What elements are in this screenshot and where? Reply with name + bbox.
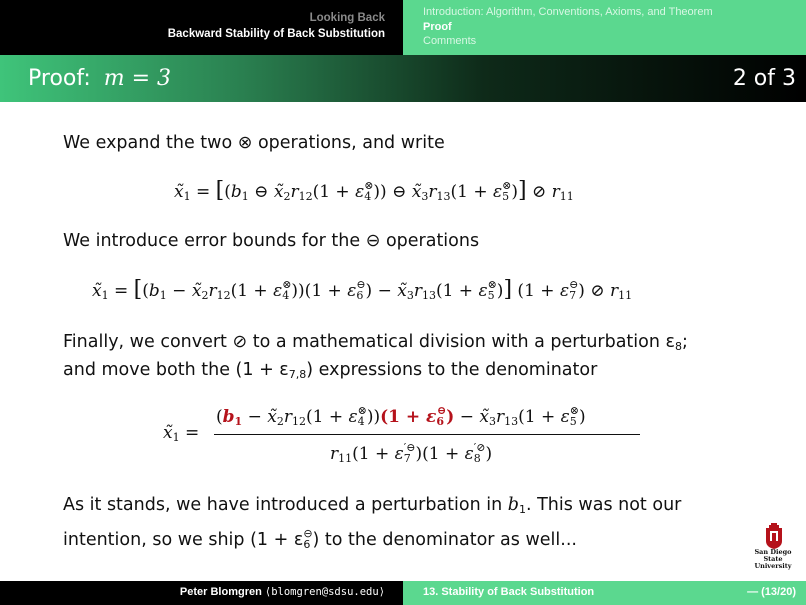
footer-author xyxy=(180,586,385,598)
p3-line1-sub: 8 xyxy=(674,340,682,353)
p3-line2-text-a: and move both the (1 + ε xyxy=(63,360,289,380)
paragraph-conclusion-line2 xyxy=(63,520,577,559)
footer-lecture-title[interactable]: 13. Stability of Back Substitution xyxy=(423,586,595,598)
nav-item-proof[interactable]: Proof xyxy=(423,21,452,33)
frame-title-label: Proof: xyxy=(28,66,91,91)
p4-line2-sub: 6 xyxy=(303,538,311,551)
equation-3-denominator: $r_{11}(1 + \varepsilon_7^{'⊖})(1 + \varepsilon_8^{'⊘})$ xyxy=(330,441,493,465)
logo-line1: San Diego State xyxy=(754,548,792,563)
p3-line1-end: ; xyxy=(681,332,688,352)
p4-line2-text-b: ) to the denominator as well... xyxy=(312,530,577,550)
footer-right-panel xyxy=(403,581,806,605)
subsection-title[interactable]: Backward Stability of Back Substitution xyxy=(167,28,385,40)
frame-title-math: m = 3 xyxy=(103,66,172,91)
equation-3-numerator: ($b_1$ − $x̃_2r_{12}(1 + \varepsilon_4^\otimes))(1 + \varepsilon_6^⊖)$ − $x̃_3r_{13}(1 + \varepsilon_5^\otimes)$ xyxy=(216,404,586,428)
nav-item-introduction[interactable]: Introduction: Algorithm, Conventions, Axioms, and Theorem xyxy=(423,6,713,18)
logo-line2: University xyxy=(754,562,792,570)
frame-title-bar xyxy=(0,55,806,102)
footer-page-number: — (13/20) xyxy=(747,586,796,598)
frame-title xyxy=(28,66,171,91)
paragraph-error-bounds: We introduce error bounds for the ⊖ operations xyxy=(63,231,480,251)
equation-2: $x̃_1 = [(b_1$ − $x̃_2r_{12}(1 + \varepsilon_4^\otimes))(1 + \varepsilon_6^⊖)$ − $x̃_3r_{13}(1 + \varepsilon_5^\otimes)$] $(1 + \varepsilon_7^⊖)$ ⊘ $r_{11}$ xyxy=(92,277,633,302)
p4-line2-text-a: intention, so we ship (1 + ε xyxy=(63,530,304,550)
p4-line1-text-c: . This was not our xyxy=(525,495,682,515)
nav-item-comments[interactable]: Comments xyxy=(423,35,477,47)
p4-line1-b: b xyxy=(507,495,519,515)
sdsu-logo-text xyxy=(748,549,798,570)
footer-left-panel xyxy=(0,581,403,605)
p3-line2-sub: 7,8 xyxy=(288,368,307,381)
author-email: ⟨blomgren@sdsu.edu⟩ xyxy=(264,586,385,598)
p3-line2-text-b: ) expressions to the denominator xyxy=(306,360,598,380)
paragraph-expand: We expand the two ⊗ operations, and write xyxy=(63,133,445,153)
author-name: Peter Blomgren xyxy=(179,586,262,598)
equation-3-lhs: $x̃_1$ = xyxy=(163,423,200,444)
p4-line2-sup: ⊖ xyxy=(303,527,313,540)
section-title[interactable]: Looking Back xyxy=(309,12,385,24)
p3-line1-text: Finally, we convert ⊘ to a mathematical division with a perturbation ε xyxy=(63,332,675,352)
frame-counter: 2 of 3 xyxy=(732,66,796,91)
p4-line1-sub: 1 xyxy=(518,503,526,516)
equation-1: $x̃_1 = [(b_1$ ⊖ $x̃_2r_{12}(1 + \varepsilon_4^\otimes)$) ⊖ $x̃_3r_{13}(1 + \varepsilon_5^\otimes)$] ⊘ $r_{11}$ xyxy=(174,178,574,203)
header-left-panel xyxy=(0,0,403,55)
equation-3-fraction-bar xyxy=(214,434,640,435)
paragraph-convert-line2 xyxy=(63,356,597,389)
p4-line1-text-a: As it stands, we have introduced a perturbation in xyxy=(63,495,508,515)
header-right-panel xyxy=(403,0,806,55)
